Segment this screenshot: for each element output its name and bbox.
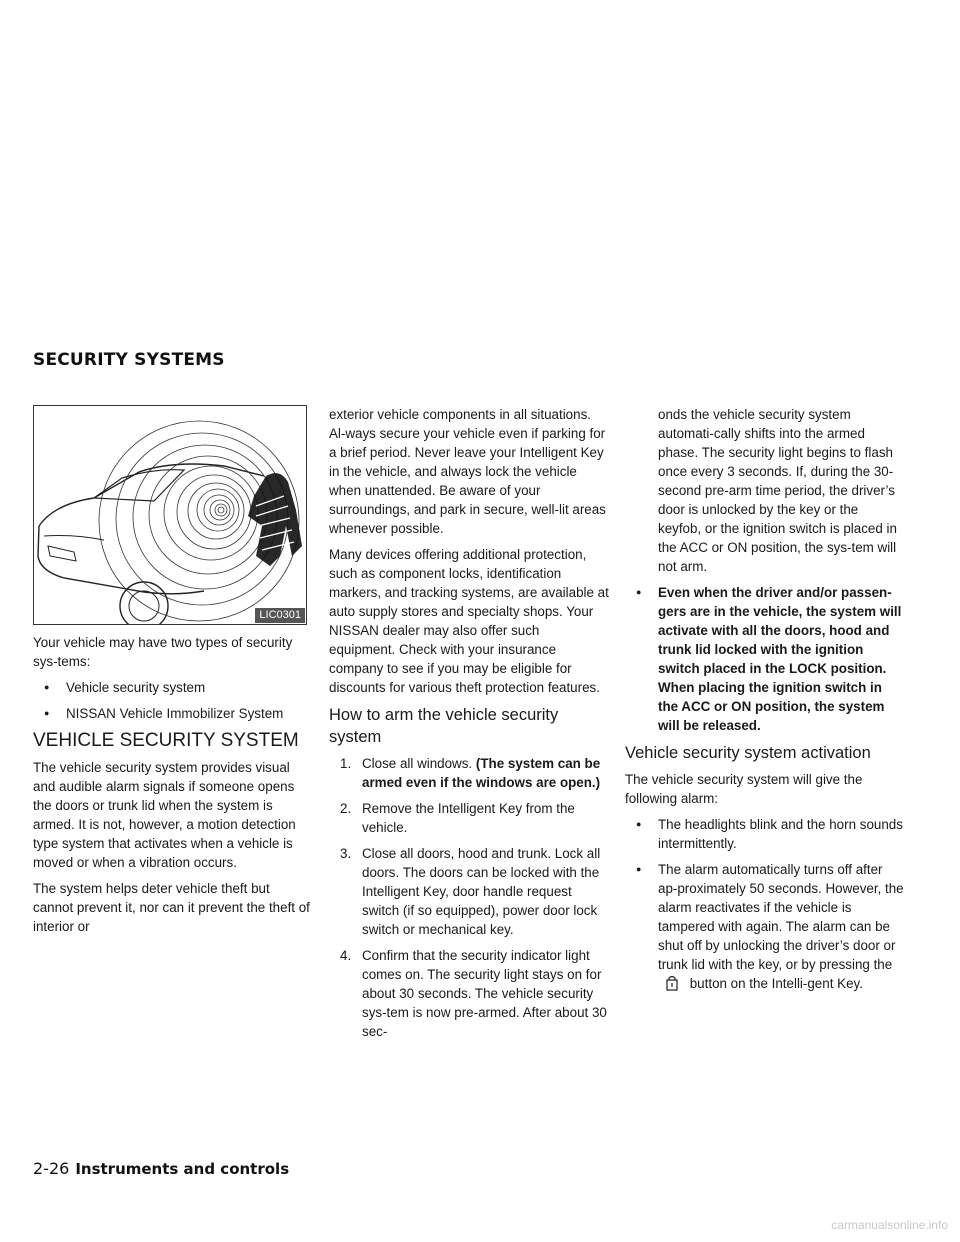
- alarm-text-end: button on the Intelli-gent Key.: [689, 976, 863, 991]
- heading-how-to-arm: How to arm the vehicle security system: [329, 706, 559, 746]
- list-item: [329, 946, 609, 1041]
- page-number: 2-26: [33, 1159, 70, 1178]
- list-item: ● Vehicle security system: [33, 678, 313, 697]
- chapter-title: Instruments and controls: [75, 1160, 290, 1178]
- step-number: 2.: [340, 801, 352, 816]
- step-text: Close all windows.: [362, 756, 473, 771]
- column-2: [329, 405, 609, 1048]
- section-title: SECURITY SYSTEMS: [33, 350, 225, 370]
- heading-vehicle-security-system: VEHICLE SECURITY SYSTEM: [33, 730, 299, 751]
- step-text: Confirm that the security indicator light comes on. The security light stays on for about 30 seconds. The vehicle security sys-tem is now pre-armed. After about 30 sec-: [362, 948, 607, 1039]
- paragraph: The system helps deter vehicle theft but cannot prevent it, nor can it prevent the theft of interior or: [33, 881, 310, 934]
- step-number: 1.: [340, 756, 352, 771]
- alarm-list: [625, 815, 905, 993]
- paragraph: The vehicle security system provides visual and audible alarm signals if someone opens the doors or trunk lid when the system is armed. It is not, however, a motion detection type system that activates when a vehicle is moved or when a vibration occurs.: [33, 760, 296, 870]
- arming-steps-list: [329, 754, 609, 1041]
- list-item: [329, 754, 609, 792]
- lock-button-icon: [658, 975, 686, 991]
- figure-label: LIC0301: [255, 608, 305, 623]
- step-text: Remove the Intelligent Key from the vehicle.: [362, 801, 575, 835]
- heading-security-activation: Vehicle security system activation: [625, 744, 871, 762]
- list-item: ● NISSAN Vehicle Immobilizer System: [33, 704, 313, 723]
- warning-item: ● Even when the driver and/or passen-gers are in the vehicle, the system will activate with all the doors, hood and trunk lid locked with the ignition switch placed in the LOCK position. When placing the ignition switch in the ACC or ON position, the system will be released.: [625, 583, 905, 735]
- list-item: [625, 860, 905, 993]
- column-1: [33, 405, 313, 943]
- list-item: [329, 799, 609, 837]
- column-3: [625, 405, 905, 1000]
- paragraph: Many devices offering additional protection, such as component locks, identification markers, and tracking systems, are available at auto supply stores and specialty shops. Your NISSAN dealer may also offer such equipment. Check with your insurance company to see if you may be eligible for discounts for various theft protection features.: [329, 547, 609, 695]
- warning-list: [625, 583, 905, 735]
- step-number: 4.: [340, 948, 352, 963]
- watermark: carmanualsonline.info: [831, 1218, 948, 1232]
- page-footer: [33, 1159, 289, 1179]
- alarm-text: The alarm automatically turns off after ap-proximately 50 seconds. However, the alarm reactivates if the vehicle is tampered with again. The alarm can be shut off by unlocking the driver’s door or trunk lid with the key, or by pressing the: [658, 862, 904, 972]
- paragraph: The vehicle security system will give the following alarm:: [625, 772, 863, 806]
- list-item: ● The headlights blink and the horn sounds intermittently.: [625, 815, 905, 853]
- car-alarm-illustration: [34, 406, 306, 624]
- figure-vehicle-security: [33, 405, 307, 625]
- list-item: [329, 844, 609, 939]
- step-text: Close all doors, hood and trunk. Lock all doors. The doors can be locked with the Intelligent Key, door handle request switch (if so equipped), power door lock switch or mechanical key.: [362, 846, 601, 937]
- paragraph: exterior vehicle components in all situations. Al-ways secure your vehicle even if parking for a brief period. Never leave your Intelligent Key in the vehicle, and always lock the vehicle when unattended. Be aware of your surroundings, and park in secure, well-lit areas whenever possible.: [329, 407, 606, 536]
- step-note: (The system can be armed even if the windows are open.): [362, 756, 601, 790]
- step-number: 3.: [340, 846, 352, 861]
- intro-paragraph: Your vehicle may have two types of security sys-tems:: [33, 635, 293, 669]
- security-types-list: [33, 678, 313, 723]
- step-4-continuation: onds the vehicle security system automati-cally shifts into the armed phase. The security light begins to flash once every 3 seconds. If, during the 30-second pre-arm time period, the driver’s door is unlocked by the key or the keyfob, or the ignition switch is placed in the ACC or ON position, the sys-tem will not arm.: [658, 407, 897, 574]
